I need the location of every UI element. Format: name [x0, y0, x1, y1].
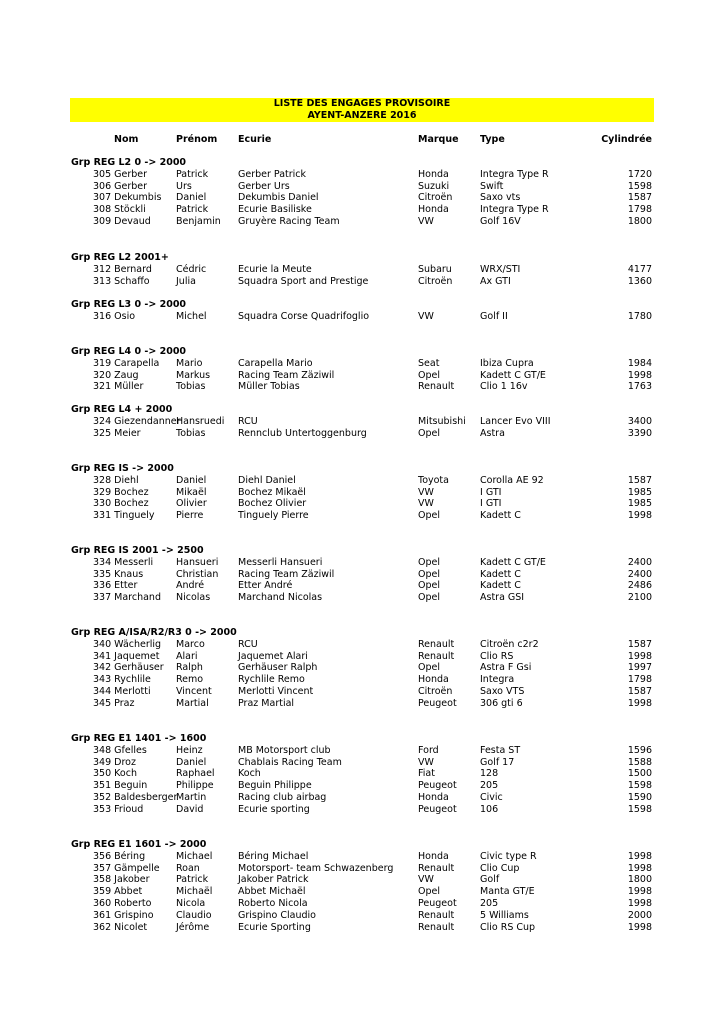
entry-type: Kadett C: [480, 568, 521, 580]
group-header: Grp REG L4 + 2000: [71, 404, 173, 415]
entry-cylindree: 1998: [627, 850, 652, 862]
entry-row: [0, 745, 724, 757]
entry-cylindree: 1587: [627, 686, 652, 697]
entry-cylindree: 2400: [627, 556, 652, 568]
entry-row: [0, 651, 724, 663]
entry-prenom: Cédric: [176, 263, 207, 275]
entry-marque: Honda: [418, 204, 449, 216]
entry-marque: VW: [418, 486, 434, 498]
entry-marque: Renault: [418, 921, 455, 933]
entry-row: [0, 768, 724, 780]
entry-number-name: 334 Messerli: [93, 556, 154, 568]
entry-type: Clio 1 16v: [480, 381, 528, 393]
entry-cylindree: 1997: [627, 662, 652, 674]
entry-number-name: 351 Beguin: [93, 780, 148, 792]
entry-cylindree: 1998: [627, 862, 652, 874]
entry-marque: Opel: [418, 427, 440, 439]
entry-marque: Opel: [418, 662, 440, 674]
entry-ecurie: Jaquemet Alari: [238, 650, 308, 662]
entry-prenom: Hansueri: [176, 556, 219, 568]
entry-cylindree: 1598: [627, 780, 652, 792]
entry-row: [0, 475, 724, 487]
entry-cylindree: 1998: [627, 921, 652, 933]
entry-marque: Honda: [418, 792, 449, 803]
entry-type: Clio RS: [480, 650, 514, 662]
entry-row: [0, 569, 724, 581]
entry-marque: Subaru: [418, 263, 452, 275]
entry-marque: Renault: [418, 909, 455, 921]
entry-type: WRX/STI: [480, 263, 521, 275]
entry-ecurie: Messerli Hansueri: [238, 556, 323, 568]
entry-prenom: Olivier: [176, 498, 207, 510]
entry-ecurie: Béring Michael: [238, 850, 309, 862]
entry-number-name: 337 Marchand: [93, 592, 161, 604]
entry-cylindree: 2400: [627, 568, 652, 580]
entry-type: Astra GSI: [480, 592, 525, 604]
entry-number-name: 307 Dekumbis: [93, 192, 162, 204]
entry-type: Clio Cup: [480, 862, 520, 874]
entry-number-name: 343 Rychlile: [93, 674, 151, 686]
group-header: Grp REG A/ISA/R2/R3 0 -> 2000: [71, 627, 237, 638]
entry-ecurie: Carapella Mario: [238, 357, 313, 369]
entry-row: [0, 181, 724, 193]
entry-cylindree: 2000: [627, 909, 652, 921]
entry-number-name: 305 Gerber: [93, 168, 148, 180]
entry-row: [0, 428, 724, 440]
entry-cylindree: 1800: [627, 874, 652, 886]
entry-number-name: 306 Gerber: [93, 180, 148, 192]
entry-number-name: 359 Abbet: [93, 886, 143, 898]
entry-prenom: Remo: [176, 674, 204, 686]
entry-row: [0, 874, 724, 886]
entry-marque: Opel: [418, 568, 440, 580]
header-nom: Nom: [114, 134, 139, 145]
entry-type: Golf II: [480, 310, 508, 322]
entry-prenom: Michaël: [176, 886, 213, 898]
entry-prenom: Jérôme: [176, 921, 210, 933]
entry-row: [0, 662, 724, 674]
entry-row: [0, 498, 724, 510]
header-marque: Marque: [418, 134, 459, 145]
title-line-2: AYENT-ANZERE 2016: [307, 110, 417, 121]
entry-row: [0, 757, 724, 769]
entry-marque: Renault: [418, 862, 455, 874]
entry-cylindree: 1588: [627, 756, 652, 768]
entry-type: Integra Type R: [480, 168, 549, 180]
entry-prenom: Vincent: [176, 686, 212, 697]
entry-type: Golf: [480, 874, 500, 886]
entry-row: [0, 780, 724, 792]
entry-row: [0, 639, 724, 651]
entry-ecurie: RCU: [238, 638, 258, 650]
entry-type: 205: [480, 898, 499, 909]
entry-marque: Citroën: [418, 686, 453, 697]
entry-marque: VW: [418, 216, 434, 227]
entry-ecurie: Müller Tobias: [238, 381, 300, 393]
entry-prenom: Mario: [176, 357, 203, 369]
entry-ecurie: Gerhäuser Ralph: [238, 662, 318, 674]
entry-type: Kadett C GT/E: [480, 369, 546, 381]
entry-marque: Peugeot: [418, 898, 457, 909]
entry-marque: VW: [418, 498, 434, 510]
entry-marque: Opel: [418, 369, 440, 381]
entry-prenom: Tobias: [176, 381, 206, 393]
entry-ecurie: Gruyère Racing Team: [238, 216, 340, 227]
entry-ecurie: Ecurie Sporting: [238, 921, 311, 933]
entry-number-name: 331 Tinguely: [93, 510, 155, 522]
entry-prenom: André: [176, 580, 205, 592]
entry-number-name: 330 Bochez: [93, 498, 149, 510]
entry-marque: Peugeot: [418, 697, 457, 709]
entry-marque: Mitsubishi: [418, 415, 466, 427]
entry-row: [0, 674, 724, 686]
entry-cylindree: 1798: [627, 674, 652, 686]
entry-row: [0, 416, 724, 428]
entry-number-name: 340 Wächerlig: [93, 638, 162, 650]
entry-number-name: 316 Osio: [93, 310, 136, 322]
entry-row: [0, 510, 724, 522]
title-banner: [70, 98, 654, 122]
entry-ecurie: Gerber Patrick: [238, 168, 307, 180]
entry-prenom: Alari: [176, 650, 198, 662]
entry-ecurie: Merlotti Vincent: [238, 686, 314, 697]
entry-number-name: 345 Praz: [93, 697, 135, 709]
entry-row: [0, 851, 724, 863]
entry-row: [0, 276, 724, 288]
entry-type: 205: [480, 780, 499, 792]
entry-marque: Opel: [418, 592, 440, 604]
entry-ecurie: Roberto Nicola: [238, 898, 308, 909]
entry-type: Citroën c2r2: [480, 638, 539, 650]
entry-number-name: 324 Giezendanner: [93, 415, 181, 427]
entry-row: [0, 192, 724, 204]
entry-type: 5 Williams: [480, 909, 529, 921]
entry-prenom: Raphael: [176, 768, 215, 780]
entry-type: Civic: [480, 792, 503, 803]
entry-ecurie: Chablais Racing Team: [238, 756, 342, 768]
header-prenom: Prénom: [176, 134, 218, 145]
entry-row: [0, 580, 724, 592]
entry-type: I GTI: [480, 498, 502, 510]
entry-prenom: Ralph: [176, 662, 203, 674]
entry-type: Lancer Evo VIII: [480, 415, 551, 427]
entry-row: [0, 204, 724, 216]
entry-cylindree: 1998: [627, 650, 652, 662]
entry-prenom: Philippe: [176, 780, 214, 792]
group-header: Grp REG L3 0 -> 2000: [71, 299, 187, 310]
entry-type: Astra: [480, 427, 505, 439]
entry-number-name: 361 Grispino: [93, 909, 154, 921]
entry-prenom: Daniel: [176, 192, 207, 204]
entry-number-name: 312 Bernard: [93, 263, 152, 275]
entry-number-name: 313 Schaffo: [93, 275, 150, 287]
entry-marque: VW: [418, 874, 434, 886]
entry-marque: Renault: [418, 638, 455, 650]
entry-cylindree: 1587: [627, 192, 652, 204]
entry-cylindree: 1720: [627, 168, 652, 180]
entry-type: I GTI: [480, 486, 502, 498]
entry-type: Kadett C GT/E: [480, 556, 546, 568]
entry-prenom: Patrick: [176, 874, 209, 886]
entry-prenom: Martial: [176, 697, 209, 709]
entry-cylindree: 3400: [627, 415, 652, 427]
entry-type: Saxo vts: [480, 192, 521, 204]
entry-ecurie: Praz Martial: [238, 697, 295, 709]
entry-prenom: Daniel: [176, 474, 207, 486]
entry-cylindree: 1998: [627, 369, 652, 381]
entry-marque: Peugeot: [418, 803, 457, 815]
entry-marque: Honda: [418, 168, 449, 180]
entry-cylindree: 3390: [627, 427, 652, 439]
entry-row: [0, 592, 724, 604]
entry-marque: Fiat: [418, 768, 435, 780]
entry-cylindree: 1985: [627, 486, 652, 498]
entry-cylindree: 1998: [627, 886, 652, 898]
entry-row: [0, 910, 724, 922]
entry-prenom: Claudio: [176, 909, 212, 921]
entry-prenom: Markus: [176, 369, 211, 381]
entry-row: [0, 922, 724, 934]
entry-number-name: 336 Etter: [93, 580, 138, 592]
entry-number-name: 321 Müller: [93, 381, 144, 393]
entry-ecurie: Jakober Patrick: [238, 874, 309, 886]
header-ecurie: Ecurie: [238, 134, 272, 145]
entry-ecurie: Koch: [238, 768, 261, 780]
entry-number-name: 342 Gerhäuser: [93, 662, 164, 674]
entry-row: [0, 792, 724, 804]
entry-type: Ibiza Cupra: [480, 357, 534, 369]
entry-prenom: Benjamin: [176, 216, 221, 227]
entry-cylindree: 1800: [627, 216, 652, 227]
entry-cylindree: 1984: [627, 357, 652, 369]
entry-ecurie: Bochez Mikaël: [238, 486, 306, 498]
entry-cylindree: 1780: [627, 310, 652, 322]
entry-cylindree: 1798: [627, 204, 652, 216]
entry-ecurie: Racing Team Zäziwil: [238, 568, 335, 580]
entry-marque: Suzuki: [418, 180, 450, 192]
entry-row: [0, 557, 724, 569]
entry-type: Corolla AE 92: [480, 474, 544, 486]
group-header: Grp REG IS 2001 -> 2500: [71, 545, 204, 556]
entry-cylindree: 2100: [627, 592, 652, 604]
entry-marque: Peugeot: [418, 780, 457, 792]
entry-prenom: Julia: [176, 275, 196, 287]
entry-prenom: Nicola: [176, 898, 206, 909]
entry-cylindree: 1598: [627, 180, 652, 192]
entry-ecurie: Rennclub Untertoggenburg: [238, 427, 367, 439]
entry-cylindree: 1985: [627, 498, 652, 510]
entry-prenom: Patrick: [176, 168, 209, 180]
entry-ecurie: Tinguely Pierre: [238, 510, 309, 522]
entry-number-name: 308 Stöckli: [93, 204, 146, 216]
entry-ecurie: Etter André: [238, 580, 293, 592]
entry-cylindree: 4177: [627, 263, 652, 275]
entry-ecurie: Racing club airbag: [238, 792, 327, 803]
entry-cylindree: 1500: [627, 768, 652, 780]
entry-ecurie: MB Motorsport club: [238, 744, 331, 756]
entry-prenom: Michael: [176, 850, 213, 862]
entry-number-name: 335 Knaus: [93, 568, 144, 580]
entry-row: [0, 311, 724, 323]
entry-type: Integra: [480, 674, 515, 686]
entry-row: [0, 381, 724, 393]
entry-ecurie: Motorsport- team Schwazenberg: [238, 862, 394, 874]
entry-ecurie: Marchand Nicolas: [238, 592, 323, 604]
header-type: Type: [480, 134, 505, 145]
entry-prenom: Martin: [176, 792, 207, 803]
entry-ecurie: Racing Team Zäziwil: [238, 369, 335, 381]
group-header: Grp REG L4 0 -> 2000: [71, 346, 187, 357]
entry-row: [0, 698, 724, 710]
entry-marque: Seat: [418, 357, 440, 369]
entry-row: [0, 863, 724, 875]
entry-marque: Toyota: [418, 474, 449, 486]
entry-number-name: 358 Jakober: [93, 874, 150, 886]
entry-prenom: Roan: [176, 862, 200, 874]
entry-ecurie: Rychlile Remo: [238, 674, 305, 686]
entry-number-name: 353 Frioud: [93, 803, 144, 815]
entry-number-name: 348 Gfelles: [93, 744, 147, 756]
entry-cylindree: 1587: [627, 638, 652, 650]
entry-cylindree: 1596: [627, 744, 652, 756]
entry-prenom: Urs: [176, 180, 192, 192]
entry-type: Manta GT/E: [480, 886, 535, 898]
entry-number-name: 356 Béring: [93, 850, 146, 862]
entry-ecurie: Diehl Daniel: [238, 474, 296, 486]
entry-ecurie: Squadra Sport and Prestige: [238, 275, 369, 287]
entry-number-name: 329 Bochez: [93, 486, 149, 498]
entry-prenom: Tobias: [176, 427, 206, 439]
group-header: Grp REG L2 0 -> 2000: [71, 157, 187, 168]
entry-ecurie: Gerber Urs: [238, 180, 290, 192]
entry-ecurie: Bochez Olivier: [238, 498, 307, 510]
entry-prenom: Mikaël: [176, 486, 207, 498]
entry-ecurie: RCU: [238, 415, 258, 427]
entry-number-name: 320 Zaug: [93, 369, 139, 381]
entry-marque: Honda: [418, 850, 449, 862]
entry-cylindree: 1998: [627, 898, 652, 909]
entry-type: 106: [480, 803, 499, 815]
entry-number-name: 341 Jaquemet: [93, 650, 160, 662]
group-header: Grp REG IS -> 2000: [71, 463, 174, 474]
entry-marque: Opel: [418, 556, 440, 568]
entry-type: Integra Type R: [480, 204, 549, 216]
entry-row: [0, 886, 724, 898]
entry-type: Kadett C: [480, 510, 521, 522]
entry-prenom: Christian: [176, 568, 219, 580]
entry-cylindree: 1590: [627, 792, 652, 803]
entry-number-name: 352 Baldesberger: [93, 792, 178, 803]
entry-number-name: 360 Roberto: [93, 898, 152, 909]
entry-prenom: Daniel: [176, 756, 207, 768]
entry-type: Golf 16V: [480, 216, 521, 227]
entry-row: [0, 804, 724, 816]
entry-cylindree: 2486: [627, 580, 652, 592]
entry-marque: Ford: [418, 744, 439, 756]
group-header: Grp REG L2 2001+: [71, 252, 169, 263]
entry-number-name: 309 Devaud: [93, 216, 151, 227]
entry-row: [0, 686, 724, 698]
entry-type: Saxo VTS: [480, 686, 525, 697]
entry-ecurie: Abbet Michaël: [238, 886, 306, 898]
entry-number-name: 357 Gämpelle: [93, 862, 160, 874]
entry-cylindree: 1998: [627, 697, 652, 709]
entry-row: [0, 358, 724, 370]
entry-cylindree: 1360: [627, 275, 652, 287]
entry-marque: Opel: [418, 886, 440, 898]
entry-cylindree: 1587: [627, 474, 652, 486]
entry-row: [0, 216, 724, 228]
entry-number-name: 319 Carapella: [93, 357, 160, 369]
entry-number-name: 362 Nicolet: [93, 921, 148, 933]
entry-type: Kadett C: [480, 580, 521, 592]
entry-ecurie: Dekumbis Daniel: [238, 192, 319, 204]
entry-type: Golf 17: [480, 756, 515, 768]
entry-row: [0, 370, 724, 382]
entry-prenom: Marco: [176, 638, 205, 650]
entry-type: Ax GTI: [480, 275, 511, 287]
entry-row: [0, 169, 724, 181]
entry-type: 306 gti 6: [480, 697, 523, 709]
title-line-1: LISTE DES ENGAGES PROVISOIRE: [273, 98, 451, 109]
entry-marque: Renault: [418, 381, 455, 393]
entry-row: [0, 898, 724, 910]
entry-marque: VW: [418, 756, 434, 768]
entry-prenom: Michel: [176, 310, 207, 322]
entry-marque: Opel: [418, 510, 440, 522]
entry-prenom: Hansruedi: [176, 415, 225, 427]
entry-number-name: 349 Droz: [93, 756, 136, 768]
group-header: Grp REG E1 1401 -> 1600: [71, 733, 207, 744]
entry-cylindree: 1598: [627, 803, 652, 815]
entry-ecurie: Ecurie sporting: [238, 803, 310, 815]
entry-type: Civic type R: [480, 850, 537, 862]
entry-marque: Opel: [418, 580, 440, 592]
entry-ecurie: Ecurie Basiliske: [238, 204, 312, 216]
entry-ecurie: Squadra Corse Quadrifoglio: [238, 310, 370, 322]
entry-ecurie: Grispino Claudio: [238, 909, 316, 921]
entry-marque: VW: [418, 310, 434, 322]
header-cylindree: Cylindrée: [601, 134, 652, 145]
entry-type: Astra F Gsi: [480, 662, 532, 674]
entry-number-name: 328 Diehl: [93, 474, 139, 486]
entry-cylindree: 1998: [627, 510, 652, 522]
entry-row: [0, 487, 724, 499]
entry-prenom: Heinz: [176, 744, 203, 756]
entry-number-name: 325 Meier: [93, 427, 141, 439]
entry-type: Festa ST: [480, 744, 521, 756]
entry-prenom: Pierre: [176, 510, 204, 522]
entry-ecurie: Ecurie la Meute: [238, 263, 312, 275]
entry-type: 128: [480, 768, 499, 780]
entry-prenom: Nicolas: [176, 592, 211, 604]
entry-ecurie: Beguin Philippe: [238, 780, 312, 792]
entry-marque: Renault: [418, 650, 455, 662]
entry-cylindree: 1763: [627, 381, 652, 393]
entry-marque: Honda: [418, 674, 449, 686]
entry-number-name: 344 Merlotti: [93, 686, 151, 697]
entry-prenom: David: [176, 803, 204, 815]
entry-row: [0, 264, 724, 276]
entry-type: Clio RS Cup: [480, 921, 536, 933]
entry-prenom: Patrick: [176, 204, 209, 216]
entry-type: Swift: [480, 180, 504, 192]
entry-number-name: 350 Koch: [93, 768, 137, 780]
group-header: Grp REG E1 1601 -> 2000: [71, 839, 207, 850]
entry-marque: Citroën: [418, 275, 453, 287]
entry-marque: Citroën: [418, 192, 453, 204]
